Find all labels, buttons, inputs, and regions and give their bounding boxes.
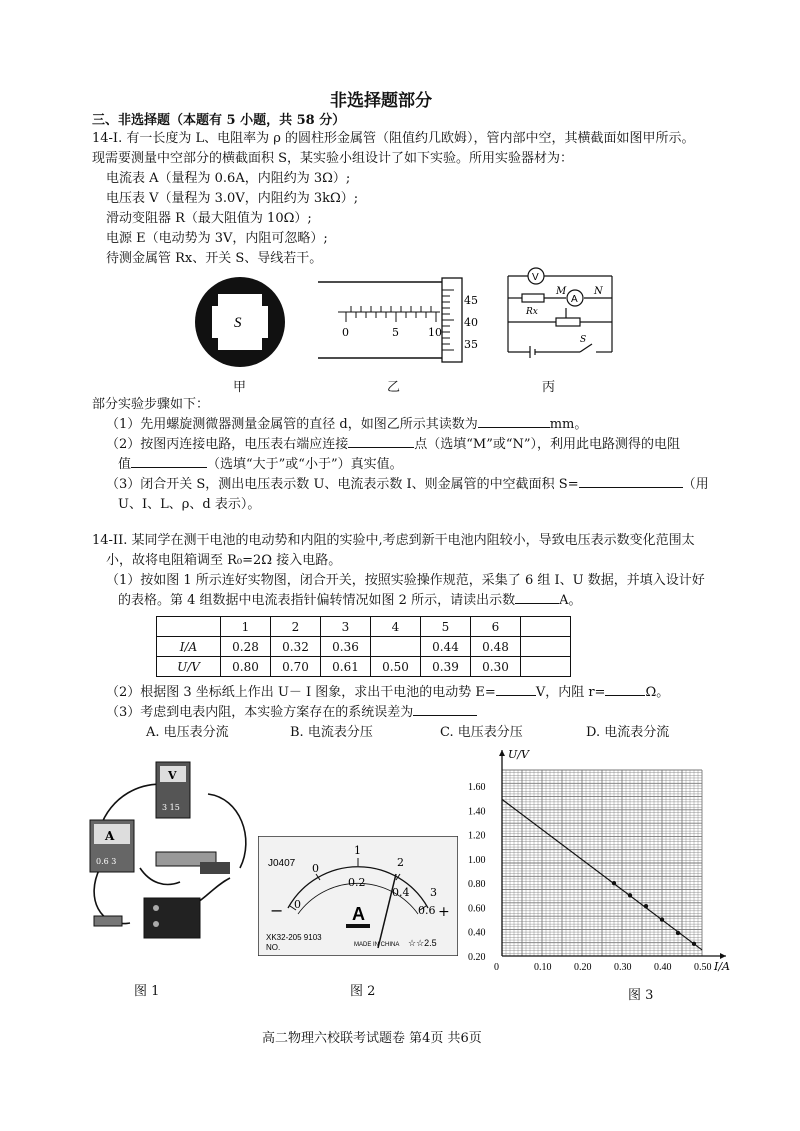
q2-p1-unit: A。 (559, 593, 582, 608)
figure3-caption: 图 3 (628, 988, 654, 1003)
q2-line2: 小，故将电阻箱调至 R₀=2Ω 接入电路。 (106, 553, 342, 568)
step2-cont (118, 456, 403, 474)
step2-text: （2）按图丙连接电路，电压表右端应连接 (106, 437, 349, 452)
error-answer-blank[interactable] (413, 704, 477, 716)
page-title: 非选择题部分 (330, 91, 432, 111)
section-heading: 三、非选择题（本题有 5 小题，共 58 分） (92, 113, 346, 128)
q1-line2: 现需要测量中空部分的横截面积 S，某实验小组设计了如下实验。所用实验器材为： (92, 151, 574, 166)
data-point (628, 893, 632, 897)
x-tick-label: 0.20 (574, 962, 592, 973)
q2-p3 (106, 704, 477, 722)
step3-cont: U、I、L、ρ、d 表示）。 (118, 497, 261, 512)
photo-voltmeter-range: 3 15 (162, 803, 180, 812)
table-cell (521, 657, 571, 677)
table-row-current (157, 637, 571, 657)
y-axis-label: U/V (508, 748, 529, 761)
q2-line1: 14-II. 某同学在测干电池的电动势和内阻的实验中,考虑到新干电池内阻较小，导致电压表示数变化范围太 (92, 533, 695, 548)
step1-unit: mm。 (549, 417, 588, 432)
table-cell: 0.32 (271, 637, 321, 657)
step2-answer-blank-2[interactable] (131, 456, 207, 468)
table-header-cell: 5 (421, 617, 471, 637)
q2-p1b (118, 592, 581, 610)
figure1-caption: 图 1 (134, 984, 160, 999)
meter-scale-06: 0.6 (418, 904, 436, 917)
step3-text: （3）闭合开关 S，测出电压表示数 U、电流表示数 I、则金属管的中空截面积 S= (106, 477, 579, 492)
step2-answer-blank[interactable] (348, 436, 414, 448)
meter-scale-0: 0 (294, 898, 301, 911)
x-axis-arrow (720, 953, 726, 959)
table-header-row (157, 617, 571, 637)
table-cell: 0.80 (221, 657, 271, 677)
step1-answer-blank[interactable] (478, 416, 550, 428)
table-header-cell (157, 617, 221, 637)
data-point (660, 917, 664, 921)
table-cell: 0.44 (421, 637, 471, 657)
row-label-voltage: U/V (157, 657, 221, 677)
y-tick-label: 0.80 (468, 879, 486, 891)
circuit-voltmeter-label: V (532, 272, 539, 283)
q1-line1: 14-I. 有一长度为 L、电阻率为 ρ 的圆柱形金属管（阻值约几欧姆），管内部中空，其横截面如图甲所示。 (92, 131, 695, 146)
figure3-ui-graph (466, 746, 746, 986)
x-tick-label: 0.40 (654, 962, 672, 973)
meter-scale-0-top: 0 (312, 862, 319, 875)
micrometer-0: 0 (342, 326, 349, 339)
table-cell: 0.30 (471, 657, 521, 677)
y-tick-label: 1.60 (468, 782, 486, 793)
page-footer: 高二物理六校联考试题卷 第4页 共6页 (262, 1031, 482, 1046)
option-b[interactable]: B. 电流表分压 (290, 725, 373, 740)
figure-bing-circuit (500, 264, 625, 362)
micrometer-35: 35 (464, 338, 478, 351)
data-point (612, 881, 616, 885)
table-cell: 0.39 (421, 657, 471, 677)
circuit-switch-label: S (580, 335, 587, 345)
option-a[interactable]: A. 电压表分流 (146, 725, 229, 740)
row-label-current: I/A (157, 637, 221, 657)
cross-section-s-label: S (234, 315, 242, 331)
data-point (644, 904, 648, 908)
meter-serial: XK32-205 9103 (266, 933, 322, 942)
figure-jia-caption: 甲 (233, 380, 247, 395)
data-point (676, 931, 680, 935)
data-table (156, 616, 571, 677)
meter-scale-3: 3 (430, 886, 437, 899)
circuit-ammeter-label: A (571, 294, 578, 305)
q2-p2 (106, 684, 669, 702)
figure2-ammeter-dial (258, 836, 458, 956)
step1 (106, 416, 587, 434)
step2-text-d: （选填“大于”或“小于”）真实值。 (207, 457, 403, 472)
photo-voltmeter-symbol: V (168, 769, 177, 782)
step3 (106, 476, 709, 494)
table-cell: 0.70 (271, 657, 321, 677)
q2-p2-text-b: V，内阻 r= (535, 685, 606, 700)
figure-yi-micrometer (318, 276, 488, 364)
y-tick-label: 1.00 (468, 854, 486, 866)
micrometer-40: 40 (464, 316, 478, 329)
micrometer-10: 10 (428, 326, 442, 339)
x-tick-label: 0.30 (614, 962, 632, 973)
table-cell: 0.61 (321, 657, 371, 677)
data-point (692, 942, 696, 946)
step3-answer-blank[interactable] (579, 476, 683, 488)
table-header-cell: 1 (221, 617, 271, 637)
photo-ammeter-symbol: A (105, 829, 115, 843)
meter-scale-02: 0.2 (348, 876, 366, 889)
option-c[interactable]: C. 电压表分压 (440, 725, 523, 740)
step2-text-c: 值 (118, 457, 132, 472)
meter-plus: + (438, 904, 450, 920)
equipment-rheostat: 滑动变阻器 R（最大阻值为 10Ω）; (106, 211, 312, 226)
table-cell: 0.50 (371, 657, 421, 677)
circuit-n-label: N (594, 286, 603, 297)
table-header-cell: 4 (371, 617, 421, 637)
circuit-rx-label: Rx (526, 307, 538, 317)
equipment-voltmeter: 电压表 V（量程为 3.0V，内阻约为 3kΩ）; (106, 191, 359, 206)
q2-p1b-text: 的表格。第 4 组数据中电流表指针偏转情况如图 2 所示，请读出示数 (118, 593, 516, 608)
micrometer-45: 45 (464, 294, 478, 307)
table-cell-blank[interactable] (371, 637, 421, 657)
x-tick-label: 0 (494, 962, 499, 973)
meter-no: NO. (266, 943, 281, 952)
figure2-caption: 图 2 (350, 984, 376, 999)
q2-p2-unit: Ω。 (645, 685, 670, 700)
figure1-apparatus-photo (80, 758, 260, 948)
q2-p2-text: （2）根据图 3 坐标纸上作出 U－ I 图象，求出干电池的电动势 E= (106, 685, 496, 700)
table-cell: 0.28 (221, 637, 271, 657)
table-header-cell: 2 (271, 617, 321, 637)
equipment-ammeter: 电流表 A（量程为 0.6A，内阻约为 3Ω）; (106, 171, 351, 186)
table-cell: 0.48 (471, 637, 521, 657)
circuit-m-label: M (556, 286, 567, 297)
step2 (106, 436, 680, 454)
table-header-cell: 6 (471, 617, 521, 637)
table-row-voltage (157, 657, 571, 677)
table-cell (521, 637, 571, 657)
photo-ammeter-range: 0.6 3 (96, 857, 117, 866)
step2-text-b: 点（选填“M”或“N”），利用此电路测得的电阻 (414, 437, 681, 452)
y-tick-label: 1.20 (468, 830, 486, 842)
equipment-source: 电源 E（电动势为 3V，内阻可忽略）; (106, 231, 328, 246)
step3-text-b: （用 (682, 477, 709, 492)
meter-unit: A (352, 904, 365, 924)
x-tick-label: 0.50 (694, 962, 712, 973)
option-d[interactable]: D. 电流表分流 (586, 725, 670, 740)
meter-scale-2: 2 (397, 856, 404, 869)
steps-title: 部分实验步骤如下： (92, 397, 210, 412)
emf-answer-blank[interactable] (496, 684, 536, 696)
meter-model: J0407 (268, 858, 296, 869)
x-axis-label: I/A (714, 960, 730, 973)
meter-scale-04: 0.4 (392, 886, 410, 899)
figure-bing-caption: 丙 (542, 380, 556, 395)
step1-text: （1）先用螺旋测微器测量金属管的直径 d，如图乙所示其读数为 (106, 417, 478, 432)
table-header-cell (521, 617, 571, 637)
meter-made-in: MADE IN CHINA (354, 942, 400, 948)
q2-p1a: （1）按如图 1 所示连好实物图，闭合开关，按照实验操作规范，采集了 6 组 I、U 数据，并填入设计好 (106, 573, 705, 588)
meter-minus: − (270, 901, 284, 920)
figure-yi-caption: 乙 (387, 380, 401, 395)
y-tick-label: 0.60 (468, 903, 486, 915)
y-axis-arrow (499, 750, 505, 756)
micrometer-5: 5 (392, 326, 399, 339)
equipment-others: 待测金属管 Rx、开关 S、导线若干。 (106, 251, 323, 266)
resistance-answer-blank[interactable] (605, 684, 645, 696)
meter-scale-1: 1 (354, 844, 361, 857)
q2-p3-text: （3）考虑到电表内阻，本实验方案存在的系统误差为 (106, 705, 414, 720)
q2-p1-answer-blank[interactable] (515, 592, 559, 604)
figure-jia-cross-section (190, 272, 290, 372)
y-tick-label: 1.40 (468, 806, 486, 818)
x-tick-label: 0.10 (534, 962, 552, 973)
table-header-cell: 3 (321, 617, 371, 637)
meter-accuracy-class: ☆☆2.5 (408, 938, 437, 948)
y-tick-label: 0.20 (468, 952, 486, 963)
table-cell: 0.36 (321, 637, 371, 657)
y-tick-label: 0.40 (468, 927, 486, 939)
